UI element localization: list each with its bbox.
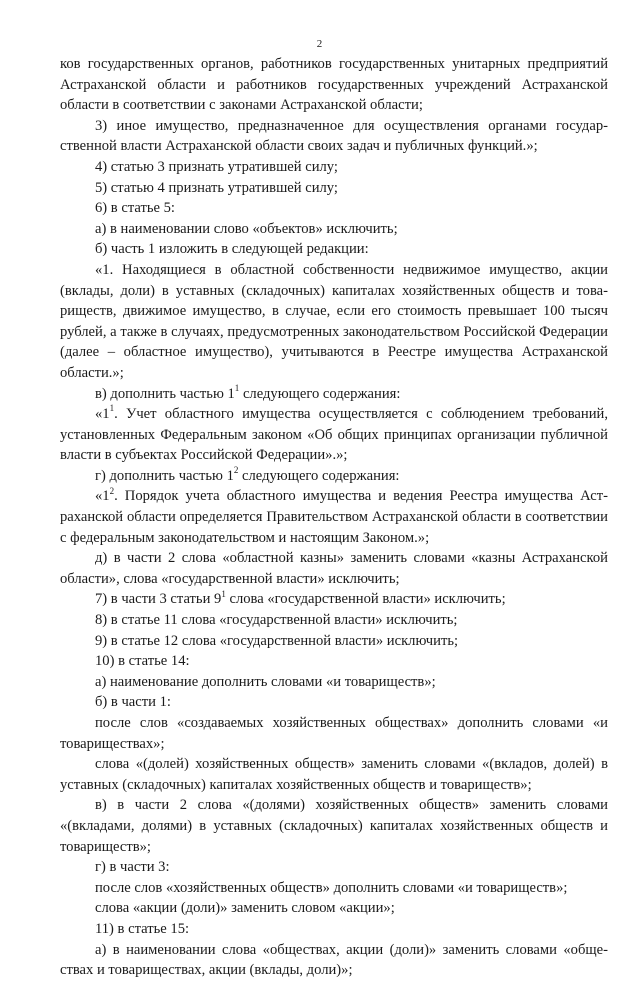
paragraph: в) дополнить частью $1^1$ следующего содержания: <box>95 382 401 402</box>
superscript: 2 <box>109 485 115 496</box>
paragraph: а) наименование дополнить словами «и товариществ»; <box>95 673 436 690</box>
paragraph: слова «(долей) хозяйственных обществ» заменить словами «(вкладов, долей) в уставных (складочных) капиталах хозяйственных обществ и товариществ»; <box>60 756 608 793</box>
paragraph: 7) в части 3 статьи $9^1$ слова «государственной власти» исключить; <box>95 588 506 608</box>
paragraph: 5) статью 4 признать утратившей силу; <box>95 179 338 196</box>
paragraph: 8) в статье 11 слова «государственной власти» исключить; <box>95 612 458 629</box>
paragraph: г) в части 3: <box>95 859 170 876</box>
superscript: 1 <box>221 588 226 599</box>
paragraph: 11) в статье 15: <box>95 920 190 937</box>
paragraph: после слов «создаваемых хозяйственных обществах» дополнить словами «и товариществах»; <box>60 715 608 752</box>
paragraph: ков государственных органов, работников государственных унитарных предприятий Астраханской области и работников государственных учреждений Астраханской области в соответствии с законами Астраханской области; <box>60 56 608 114</box>
superscript: 2 <box>233 465 239 476</box>
document-body <box>60 54 608 981</box>
paragraph: г) дополнить частью $1^2$ следующего содержания: <box>95 465 400 484</box>
paragraph: 3) иное имущество, предназначенное для осуществления органами государственной власти Астраханской области своих задач и публичных функций.»; <box>60 117 608 155</box>
paragraph: а) в наименовании слово «объектов» исключить; <box>95 220 398 237</box>
paragraph: «$1^2$. Порядок учета областного имущества и ведения Реестра имущества Астраханской области определяется Правительством Астраханской области в соответствии с федеральным законодательством и настоящим Законом.»; <box>60 485 608 546</box>
paragraph: б) часть 1 изложить в следующей редакции: <box>95 241 369 258</box>
paragraph: «1. Находящиеся в областной собственности недвижимое имущество, акции (вклады, доли) в уставных (складочных) капиталах хозяйственных обществ и товариществ, движимое имущество, в случае, если его стоимость превышает 100 тысяч рублей, а также в случаях, предусмотренных законодательством Российской Федерации (далее – областное имущество), учитываются в Реестре имущества Астраханской области.»; <box>60 261 608 381</box>
paragraph: б) в части 1: <box>95 694 171 711</box>
paragraph: д) в части 2 слова «областной казны» заменить словами «казны Астраханской области», слова «государственной власти» исключить; <box>60 550 608 587</box>
paragraph: «$1^1$. Учет областного имущества осуществляется с соблюдением требований, установленных Федеральным законом «Об общих принципах организации публичной власти в субъектах Российской Федерации».»; <box>60 403 608 464</box>
superscript: 1 <box>234 382 240 393</box>
superscript: 1 <box>109 403 115 414</box>
paragraph: а) в наименовании слова «обществах, акции (доли)» заменить словами «обществах и товариществах, акции (вклады, доли)»; <box>60 941 608 979</box>
paragraph: 6) в статье 5: <box>95 200 175 217</box>
paragraph: слова «акции (доли)» заменить словом «акции»; <box>95 900 395 917</box>
page-number: 2 <box>316 38 323 50</box>
paragraph: 4) статью 3 признать утратившей силу; <box>95 158 338 175</box>
paragraph: 9) в статье 12 слова «государственной власти» исключить; <box>95 632 459 649</box>
paragraph: в) в части 2 слова «(долями) хозяйственных обществ» заменить словами «(вкладами, долями) в уставных (складочных) капиталах хозяйственных обществ и товариществ»; <box>60 797 608 855</box>
paragraph: после слов «хозяйственных обществ» дополнить словами «и товариществ»; <box>95 879 568 896</box>
paragraph: 10) в статье 14: <box>95 653 190 670</box>
